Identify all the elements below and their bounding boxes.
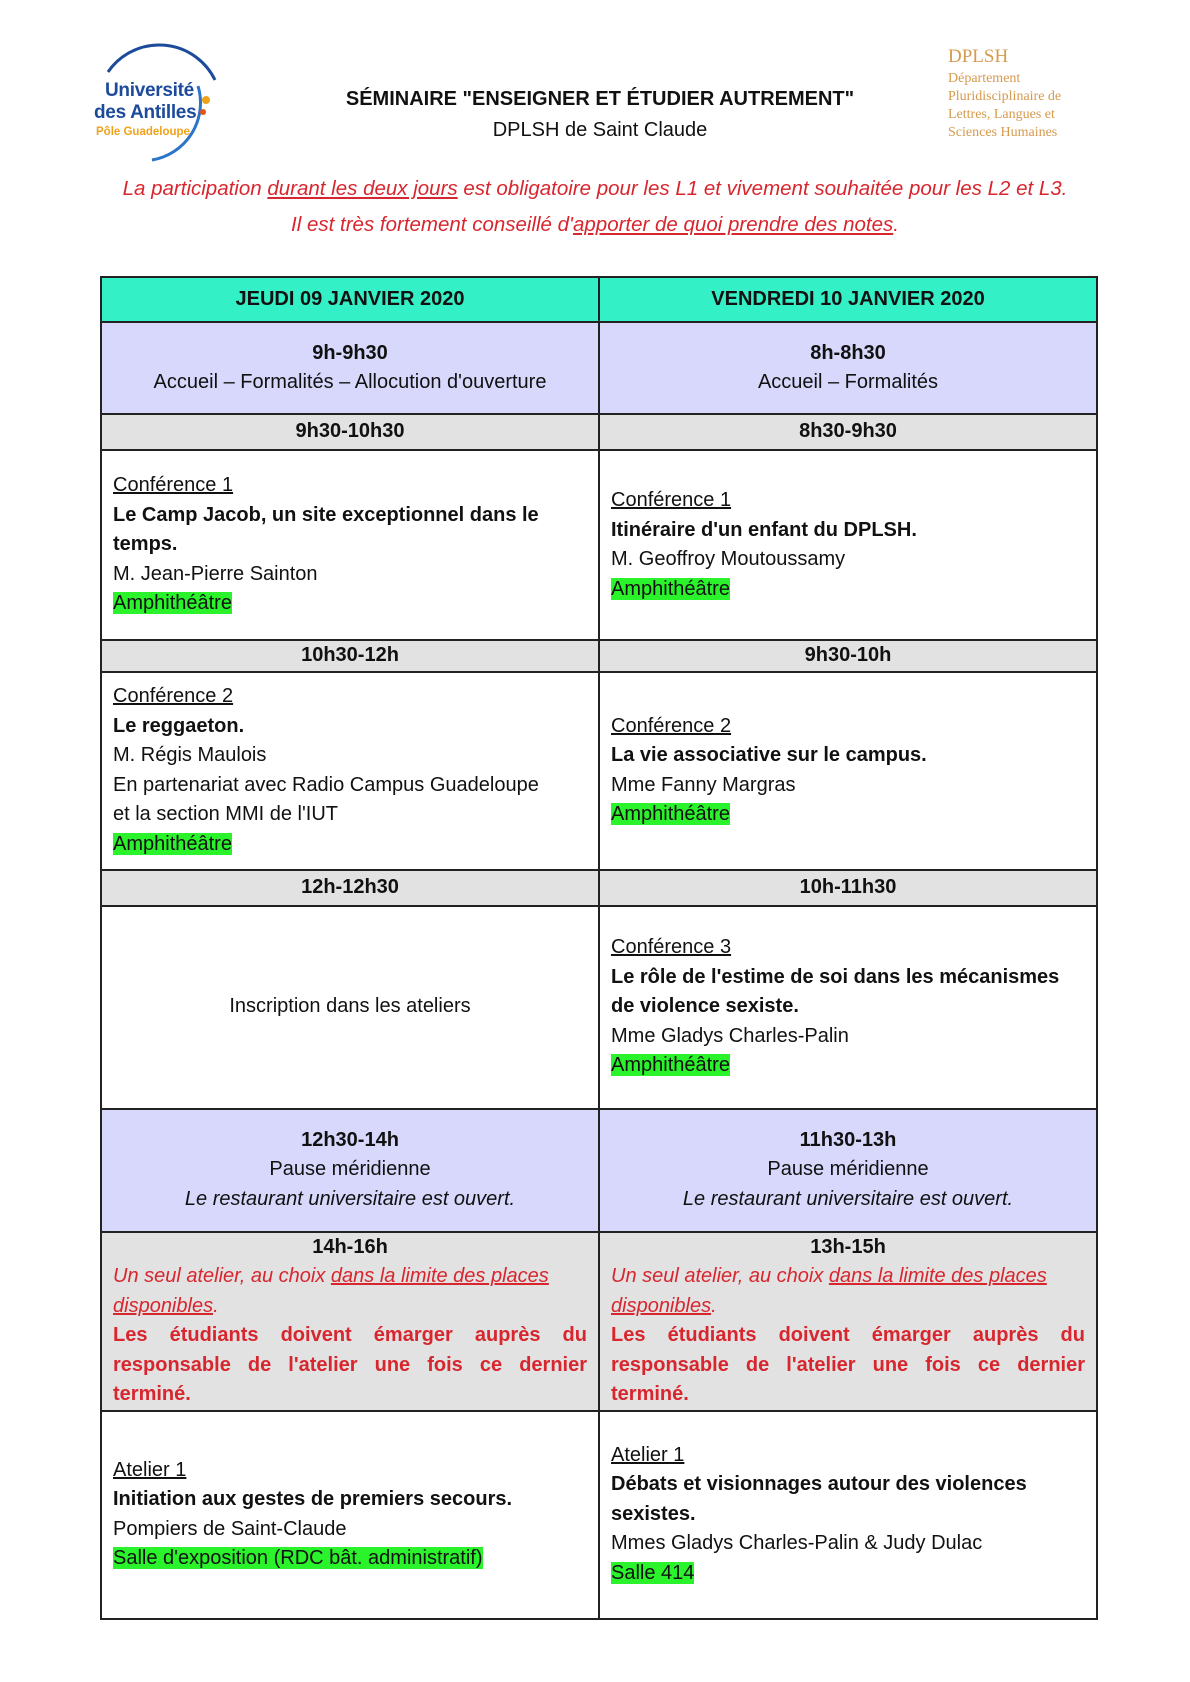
atelier-day1 [101,1411,599,1619]
time-slot: 9h30-10h [599,640,1097,672]
session-room: Salle 414 [611,1561,695,1584]
time-slot: 12h-12h30 [101,870,599,906]
time-slot: 12h30-14h [301,1128,399,1151]
workshop-info-day2 [599,1232,1097,1411]
session-label: Conférence 1 [611,489,732,511]
day1-header: JEUDI 09 JANVIER 2020 [101,277,599,322]
time-slot: 14h-16h [312,1235,388,1258]
atelier-day2 [599,1411,1097,1619]
conference-day2 [599,450,1097,640]
session-speaker: Pompiers de Saint-Claude [113,1517,347,1540]
workshop-choice-text: Un seul atelier, au choix [611,1265,829,1287]
session-speaker: Mmes Gladys Charles-Palin & Judy Dulac [611,1532,983,1555]
page-subtitle: DPLSH de Saint Claude [492,119,708,141]
registration-cell [101,906,599,1109]
lunch-day2 [599,1109,1097,1232]
session-text: Pause méridienne [269,1158,431,1181]
workshop-choice-emphasis: dans la limite des places disponibles [113,1265,549,1317]
session-label: Conférence 2 [113,685,234,707]
time-slot: 13h-15h [810,1235,886,1258]
session-note: Le restaurant universitaire est ouvert. [184,1187,516,1210]
session-speaker: M. Régis Maulois [113,744,267,766]
session-speaker: Mme Fanny Margras [611,773,796,796]
notice-text: est obligatoire pour les L1 et vivement souhaitée pour les L2 et L3. [457,177,1068,200]
conference-row-2 [101,672,1097,870]
session-label: Conférence 1 [113,474,234,497]
session-text: Pause méridienne [767,1158,929,1181]
notice-text: . [893,213,899,236]
session-title: Le reggaeton. [113,714,245,737]
logo-text-line1: Université [105,80,194,101]
workshop-rule: Les étudiants doivent émarger auprès du responsable de l'atelier une fois ce dernier terminé. [611,1324,1085,1405]
conference-day2 [599,672,1097,870]
conference-day1 [101,450,599,640]
session-room: Amphithéâtre [611,577,730,600]
workshop-choice-text: . [213,1294,219,1317]
workshop-choice-emphasis: dans la limite des places disponibles [611,1265,1047,1317]
session-room: Amphithéâtre [113,832,232,855]
page-title: SÉMINAIRE "ENSEIGNER ET ÉTUDIER AUTREMENT" [345,88,855,110]
session-title: Débats et visionnages autour des violences sexistes. [611,1473,1027,1525]
session-speaker: Mme Gladys Charles-Palin [611,1024,849,1047]
notice-emphasis: apporter de quoi prendre des notes [572,213,894,236]
time-row-1 [101,414,1097,450]
department-logo [948,46,1138,142]
workshop-choice [611,1262,1085,1321]
workshop-info-day1 [101,1232,599,1411]
notice-text: Il est très fortement conseillé d' [291,213,573,236]
schedule-table [100,276,1098,1620]
session-title: La vie associative sur le campus. [611,744,927,766]
department-line2: Pluridisciplinaire de [948,89,1062,104]
atelier-row-1 [101,1411,1097,1619]
notice-text: La participation [122,177,268,200]
session-label: Atelier 1 [611,1443,685,1466]
session-title: Le rôle de l'estime de soi dans les mécanismes de violence sexiste. [611,965,1060,1018]
department-line4: Sciences Humaines [948,125,1058,140]
notice-emphasis: durant les deux jours [267,177,458,200]
time-row-3 [101,870,1097,906]
time-slot: 11h30-13h [799,1128,897,1151]
logo-text-line2: des Antilles [94,102,197,123]
session-label: Conférence 3 [611,936,732,959]
time-slot: 10h30-12h [101,640,599,672]
university-logo [90,42,220,162]
session-text: Accueil – Formalités [757,371,939,393]
time-slot: 8h-8h30 [810,341,886,364]
session-room: Salle d'exposition (RDC bât. administratif) [113,1547,483,1569]
session-label: Atelier 1 [113,1458,187,1481]
time-row-2 [101,640,1097,672]
time-slot: 8h30-9h30 [599,414,1097,450]
session-speaker: M. Jean-Pierre Sainton [113,562,318,585]
conference-day2 [599,906,1097,1109]
session-room: Amphithéâtre [611,803,730,825]
department-line1: Département [948,71,1021,86]
session-title: Initiation aux gestes de premiers secours. [113,1488,513,1510]
notice-line1 [40,177,1150,201]
session-partner: En partenariat avec Radio Campus Guadeloupe [113,773,539,796]
session-room: Amphithéâtre [113,592,232,615]
department-abbr: DPLSH [948,46,1009,67]
session-note: Le restaurant universitaire est ouvert. [682,1187,1014,1210]
notice-line2 [40,213,1150,237]
time-slot: 9h-9h30 [312,341,388,364]
workshop-info-row [101,1232,1097,1411]
session-text: Inscription dans les ateliers [229,995,471,1018]
lunch-row [101,1109,1097,1232]
title-block [300,88,900,142]
workshop-rule: Les étudiants doivent émarger auprès du responsable de l'atelier une fois ce dernier terminé. [113,1324,587,1405]
session-label: Conférence 2 [611,714,732,737]
conference-row-3 [101,906,1097,1109]
welcome-day2 [599,322,1097,414]
welcome-day1 [101,322,599,414]
session-partner: et la section MMI de l'IUT [113,803,338,825]
time-slot: 9h30-10h30 [101,414,599,450]
session-title: Itinéraire d'un enfant du DPLSH. [611,518,917,541]
day2-header: VENDREDI 10 JANVIER 2020 [599,277,1097,322]
time-slot: 10h-11h30 [599,870,1097,906]
day-header-row [101,277,1097,322]
logo-text-line3: Pôle Guadeloupe [96,126,190,138]
session-text: Accueil – Formalités – Allocution d'ouverture [153,371,547,393]
department-line3: Lettres, Langues et [948,107,1055,122]
workshop-choice [113,1262,587,1321]
workshop-choice-text: Un seul atelier, au choix [113,1265,331,1287]
session-title: Le Camp Jacob, un site exceptionnel dans le temps. [113,503,539,556]
workshop-choice-text: . [711,1294,717,1317]
welcome-row [101,322,1097,414]
lunch-day1 [101,1109,599,1232]
session-room: Amphithéâtre [611,1054,730,1077]
conference-day1 [101,672,599,870]
conference-row-1 [101,450,1097,640]
session-speaker: M. Geoffroy Moutoussamy [611,548,846,570]
